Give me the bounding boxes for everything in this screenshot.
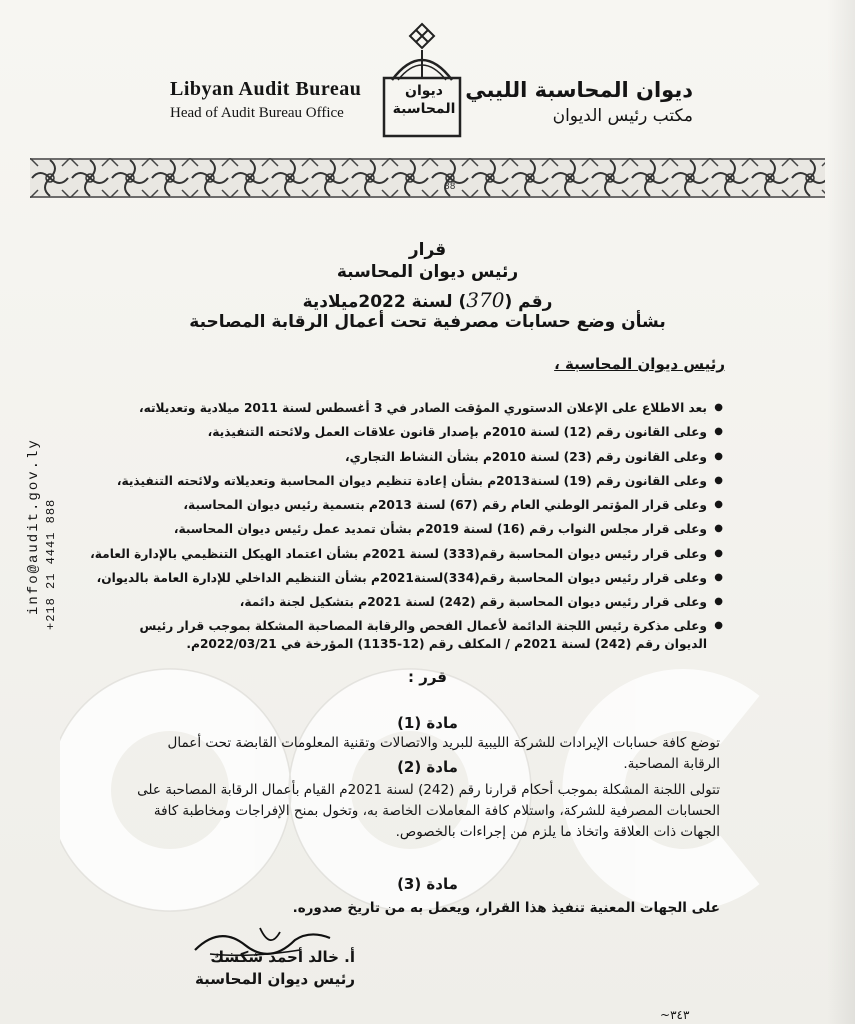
list-item: ● وعلى مذكرة رئيس اللجنة الدائمة لأعمال الفحص والرقابة المصاحبة المشكلة بموجب قرار رئيس الديوان رقم (242) لسنة 2021م / المكلف رقم (12-1135) المؤرخة في 2022/03/21م. — [123, 617, 723, 659]
decision-subject: بشأن وضع حسابات مصرفية تحت أعمال الرقابة المصاحبة — [189, 312, 666, 332]
org-name-ar: ديوان المحاسبة الليبي — [465, 78, 693, 102]
signatory-title: رئيس ديوان المحاسبة — [195, 970, 355, 988]
bureau-logo-icon — [372, 20, 472, 140]
side-phone: +218 21 4441 888 — [44, 498, 58, 630]
article-2-text: تتولى اللجنة المشكلة بموجب أحكام قرارنا رقم (242) لسنة 2021م القيام بأعمال الرقابة المصاحبة على الحسابات المصرفية للشركة، واستلام كافة المعاملات الخاصة به، وتخول بمنح الإفراجات ومخاطبة كافة الجهات ذات العلاقة واتخاذ ما يلزم من إجراءات بالخصوص. — [137, 782, 720, 840]
list-item: ● بعد الاطلاع على الإعلان الدستوري المؤقت الصادر في 3 أغسطس لسنة 2011 ميلادية وتعديلاته، — [123, 398, 723, 422]
footer-mark: ~٣٤٣ — [660, 1008, 690, 1022]
list-item: ● وعلى القانون رقم (23) لسنة 2010م بشأن النشاط التجاري، — [123, 447, 723, 471]
handwritten-number: 370 — [466, 288, 505, 312]
list-item: ● وعلى قرار رئيس ديوان المحاسبة رقم(334)لسنة2021م بشأن التنظيم الداخلي للإدارة العامة بالديوان، — [123, 568, 723, 592]
list-item: ● وعلى قرار رئيس ديوان المحاسبة رقم (242) لسنة 2021م بتشكيل لجنة دائمة، — [123, 592, 723, 616]
list-item: ● وعلى القانون رقم (12) لسنة 2010م بإصدار قانون علاقات العمل ولائحته التنفيذية، — [123, 422, 723, 446]
preamble-list — [90, 398, 723, 659]
list-item: ● وعلى قرار المؤتمر الوطني العام رقم (67) لسنة 2013م بتسمية رئيس ديوان المحاسبة، — [123, 495, 723, 519]
decided-heading: قرر : — [407, 668, 447, 686]
page-edge-shadow — [827, 0, 855, 1024]
article-1-text: توضع كافة حسابات الإيرادات للشركة الليبية للبريد والاتصالات وتقنية المعلومات القابضة تحت أعمال الرقابة المصاحبة. — [167, 735, 720, 772]
article-2-heading: مادة (2) — [397, 758, 458, 776]
article-3-heading: مادة (3) — [397, 875, 458, 893]
decision-number: رقم (370) لسنة 2022ميلادية — [302, 288, 553, 312]
signatory-name: أ. خالد أحمد شكشك — [210, 948, 355, 966]
strip-number: 88 — [444, 182, 456, 192]
article-3-text: على الجهات المعنية تنفيذ هذا القرار، ويعمل به من تاريخ صدوره. — [292, 900, 720, 916]
ornamental-border — [30, 158, 825, 198]
office-name-ar: مكتب رئيس الديوان — [552, 106, 693, 126]
org-name-en: Libyan Audit Bureau — [170, 78, 362, 100]
logo-wordmark: ديوان المحاسبة — [392, 83, 456, 117]
list-item: ● وعلى القانون رقم (19) لسنة2013م بشأن إعادة تنظيم ديوان المحاسبة وتعديلاته ولائحته التنفيذية، — [123, 471, 723, 495]
addressee: رئيس ديوان المحاسبة ، — [554, 355, 725, 373]
list-item: ● وعلى قرار مجلس النواب رقم (16) لسنة 2019م بشأن تمديد عمل رئيس ديوان المحاسبة، — [123, 519, 723, 543]
article-1-heading: مادة (1) — [397, 714, 458, 732]
decision-heading: قرار — [408, 240, 447, 260]
list-item: ● وعلى قرار رئيس ديوان المحاسبة رقم(333) لسنة 2021م بشأن اعتماد الهيكل التنظيمي بالإدارة العامة، — [123, 544, 723, 568]
decision-issuer: رئيس ديوان المحاسبة — [336, 262, 519, 282]
header-arabic — [463, 78, 693, 126]
office-name-en: Head of Audit Bureau Office — [170, 105, 344, 121]
header-english — [170, 78, 370, 122]
side-email: info@audit.gov.ly — [26, 438, 42, 615]
